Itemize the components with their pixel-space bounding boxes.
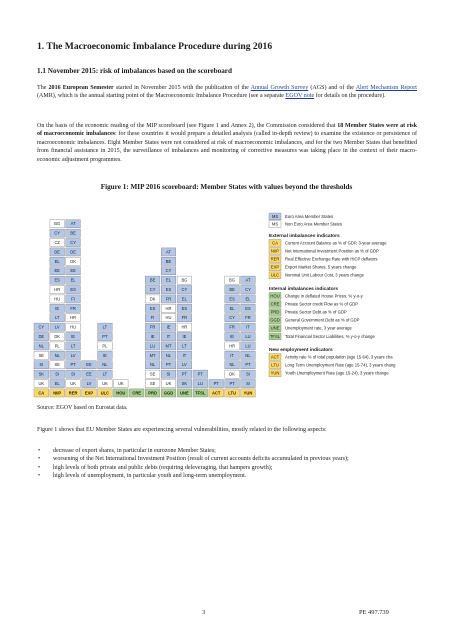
bullet-symbol: • [38,456,41,463]
legend-label: Real Effective Exchange Rate with HICP deflators [285,256,378,262]
country-label: PT [197,371,203,377]
document-reference: PE 497.739 [359,609,389,616]
country-label: SK [38,371,45,377]
indicator-label: LTU [228,390,236,396]
alert-mechanism-report-link[interactable]: Alert Mechanism Report [355,85,417,91]
country-label: EL [70,277,76,283]
legend-label: Euro Area Member States [285,213,334,219]
country-label: CY [245,286,251,292]
legend-label: Long Term Unemployment Rate (age 15-74), 3 years chang [285,362,396,368]
legend-code: EXP [270,264,280,270]
country-label: LU [149,343,156,349]
country-label: LV [54,324,60,330]
indicator-label: CA [38,390,45,396]
country-label: EL [54,380,60,386]
country-label: CY [70,239,76,245]
legend-label: Net International Investment Position as % of GDP [285,248,379,254]
country-label: ES [70,286,76,292]
indicator-label: GGD [163,390,174,396]
country-label: HR [70,315,77,321]
country-label: CY [165,268,172,274]
indicator-label: TFSL [195,390,206,396]
country-label: FR [245,315,251,321]
country-label: IT [230,352,234,358]
country-label: AT [245,277,251,283]
country-label: NL [245,352,251,358]
legend-code: LTU [271,362,279,368]
mip-scoreboard-paragraph [37,122,417,164]
country-label: DK [70,258,76,264]
bullet-item [37,472,417,480]
figure-title: Figure 1: MIP 2016 scoreboard: Member States with values beyond the thresholds [100,183,353,191]
figure-source: Source: EGOV based on Eurostat data. [37,405,128,411]
legend-code: ULC [270,272,280,278]
country-label: DE [38,333,45,339]
country-label: ES [149,305,156,311]
legend-code: PRD [270,309,280,315]
indicator-label: UNE [180,390,189,396]
indicator-label: YUN [243,390,253,396]
country-label: PT [70,362,76,368]
country-label: NL [149,362,156,368]
bullet-symbol: • [38,464,41,471]
country-label: IE [55,305,60,311]
country-label: DE [70,249,76,255]
country-label: MT [149,352,156,358]
bullet-item [37,464,417,472]
bullet-text: worsening of the Net International Investment Position (result of current accounts deficits accumulated in previous years); [53,456,349,463]
country-label: BG [54,221,61,227]
mip-scoreboard-figure [33,195,433,403]
country-label: PT [213,380,219,386]
country-label: CY [229,315,235,321]
legend-label: Non Euro Area Member States [285,221,343,227]
country-label: EL [229,305,235,311]
indicator-label: ULC [100,390,110,396]
country-label: EE [54,268,60,274]
country-label: UK [165,380,172,386]
legend-group-title: New employment indicators [269,348,333,354]
country-label: ES [165,286,172,292]
legend-label: Change in deflated House Prices, % y-o-y [285,293,363,299]
country-label: EE [86,371,92,377]
country-label: DK [229,371,235,377]
country-label: PT [181,371,188,377]
country-label: LT [102,371,108,377]
country-label: BE [149,277,156,283]
page-number: 3 [202,609,206,616]
country-label: PL [102,343,108,349]
legend-code: CA [272,240,278,246]
country-label: BE [165,258,172,264]
country-label: EL [54,258,60,264]
country-label: LU [245,343,251,349]
legend-code: MS [271,221,279,227]
country-label: NL [165,352,172,358]
country-label: CZ [54,239,60,245]
bullet-symbol: • [38,473,41,480]
text-run: On the basis of the economic reading of the MIP scoreboard (see Figure 1 and Annex 2), the Commission considered that [37,123,338,129]
country-label: IE [150,333,155,339]
country-label: SI [246,371,250,377]
country-label: HU [165,315,172,321]
country-label: IE [182,333,187,339]
country-label: EE [86,362,92,368]
country-label: LT [102,324,108,330]
country-label: LV [182,362,187,368]
country-label: CY [181,286,188,292]
egov-note-link[interactable]: EGOV note [285,93,315,100]
country-label: NL [38,343,44,349]
indicator-label: HOU [116,390,126,396]
text-run: started in November 2015 with the publication of the [113,85,251,91]
country-label: PT [165,362,172,368]
country-label: IE [71,333,76,339]
section-heading: 1. The Macroeconomic Imbalance Procedure during 2016 [37,41,273,52]
country-label: NL [54,352,60,358]
country-label: DK [54,333,61,339]
legend-group-title: External imbalances indicators [269,234,340,239]
country-label: FR [181,315,188,321]
country-label: FI [71,296,75,302]
country-label: AT [166,249,171,255]
country-label: NL [229,362,235,368]
country-label: IE [230,333,235,339]
annual-growth-survey-link[interactable]: Annual Growth Survey [250,85,309,91]
country-label: DE [54,249,61,255]
legend-code: NIIP [270,248,280,254]
legend-code: ACT [270,354,280,360]
legend-code: TFSL [269,333,281,339]
bold-term: 2016 European Semester [48,85,114,91]
indicator-label: RER [68,390,78,396]
country-label: BE [229,286,235,292]
country-label: SE [54,362,60,368]
legend-code: HOU [270,293,280,299]
country-label: AT [70,221,76,227]
country-label: EL [165,277,172,283]
legend-label: Total Financial Sector Liabilities, % y-o-y change [285,333,375,339]
country-label: ES [245,305,251,311]
country-label: IT [182,352,187,358]
country-label: LT [70,343,76,349]
bullet-text: high levels of both private and public debts (requiring deleveraging, that hampers growth); [53,464,273,471]
legend-code: GGD [270,317,280,323]
indicator-label: EXP [84,390,94,396]
indicator-label: PRD [148,390,157,396]
intro-paragraph [37,84,417,101]
country-label: DK [149,296,156,302]
country-label: EE [70,268,76,274]
country-label: MT [165,343,172,349]
legend-label: Unemployment rate, 3 year average [285,325,352,331]
figure-discussion-paragraph: Figure 1 shows that EU Member States are experiencing several vulnerabilities, mostly related to the following aspects: [37,427,327,433]
country-label: CY [149,286,156,292]
legend-label: Youth Unemployment Rate (age 15-24), 3 years change [285,370,389,376]
legend-label: General Government Debt as % of GDP [285,317,360,323]
legend-group-title: Internal imbalances indicators [269,287,339,292]
country-label: FR [229,324,235,330]
country-label: SE [149,380,156,386]
legend-label: Export Market Shares, 5 years change [285,264,357,270]
country-label: LU [245,333,251,339]
country-label: SE [149,371,156,377]
country-label: LV [86,380,92,386]
country-label: SI [71,371,76,377]
country-label: PT [102,333,108,339]
subsection-heading: 1.1 November 2015: risk of imbalances based on the scoreboard [37,67,232,75]
country-label: CY [54,230,61,236]
country-label: ES [181,305,188,311]
legend-code: CRE [270,301,280,307]
country-label: ES [54,277,60,283]
country-label: SK [181,380,188,386]
legend-code: MS [271,213,279,219]
legend-code: UNE [270,325,280,331]
indicator-label: ACT [211,390,221,396]
country-label: PT [229,380,235,386]
country-label: EL [245,296,251,302]
bullet-item [37,455,417,463]
text-run: for details on the procedure). [314,93,386,100]
legend-label: Current Account Balance as % of GDP, 3-year average [285,240,387,246]
country-label: PL [54,343,60,349]
country-label: HR [165,305,172,311]
legend-label: Activity rate % of total population (age 15-64), 3 years cha [285,354,393,360]
bullet-symbol: • [38,448,41,454]
country-label: UK [117,380,124,386]
country-label: HU [70,324,77,330]
country-label: NL [102,362,108,368]
country-label: IT [246,324,250,330]
text-run: The [37,85,49,91]
country-label: HU [54,296,61,302]
country-label: EL [181,296,187,302]
country-label: BG [181,277,188,283]
country-label: PT [245,362,251,368]
indicator-label: CRE [132,390,142,396]
country-label: FR [70,305,76,311]
legend-label: Private Sector credit Flow as % of GDP [285,301,359,307]
country-label: IE [166,324,171,330]
country-label: BE [70,230,76,236]
country-label: FI [150,315,155,321]
bold-term: 18 Member States were at risk of macroeconomic imbalances [37,123,417,138]
country-label: UK [70,380,76,386]
text-run: (AGS) and of the [308,85,356,91]
country-label: LT [54,315,60,321]
country-label: IT [166,333,171,339]
country-label: LT [182,343,187,349]
legend-code: YUN [270,370,280,376]
country-label: HR [54,286,61,292]
country-label: UK [102,380,108,386]
text-run: : for these countries it would prepare a detailed analysis (called in-depth review) to examine the existence or persistence of macroeconomic imbalances. Eight Member States were not considered at risk of macroeconomic imbalances, and for the two Member States that benefitted from financial assistance in 2015, the surveillance of imbalances and monitoring of corrective measures was taking place in the context of their macro-economic adjustment programmes. [37,131,417,163]
legend-label: Private Sector Debt as % of GDP [285,309,347,315]
bullet-text: decrease of export shares, in particular in eurozone Member States; [53,448,216,454]
country-label: SI [166,371,171,377]
country-label: BG [229,277,236,283]
country-label: IE [102,352,107,358]
country-label: SE [38,352,45,358]
country-label: FR [165,296,172,302]
country-label: HR [229,343,236,349]
legend-label: Nominal Unit Labour Cost, 3 years change [285,272,364,278]
country-label: LU [197,380,203,386]
country-label: SI [55,371,60,377]
country-label: FR [149,324,156,330]
country-label: SI [246,380,250,386]
country-label: HR [181,324,188,330]
country-label: CY [38,324,45,330]
bullet-text: high levels of unemployment, in particular youth and long-term unemployment. [53,473,247,480]
bullet-item [37,447,417,455]
indicator-label: NIIP [53,390,62,396]
country-label: LV [70,352,76,358]
legend-code: RER [270,256,280,262]
country-label: UK [38,380,45,386]
vulnerabilities-list [37,447,417,481]
text-run: (AMR), which is the annual starting point of the Macroeconomic Imbalance Procedure (see a separate [37,93,286,100]
country-label: ES [229,296,235,302]
country-label: SI [39,362,44,368]
